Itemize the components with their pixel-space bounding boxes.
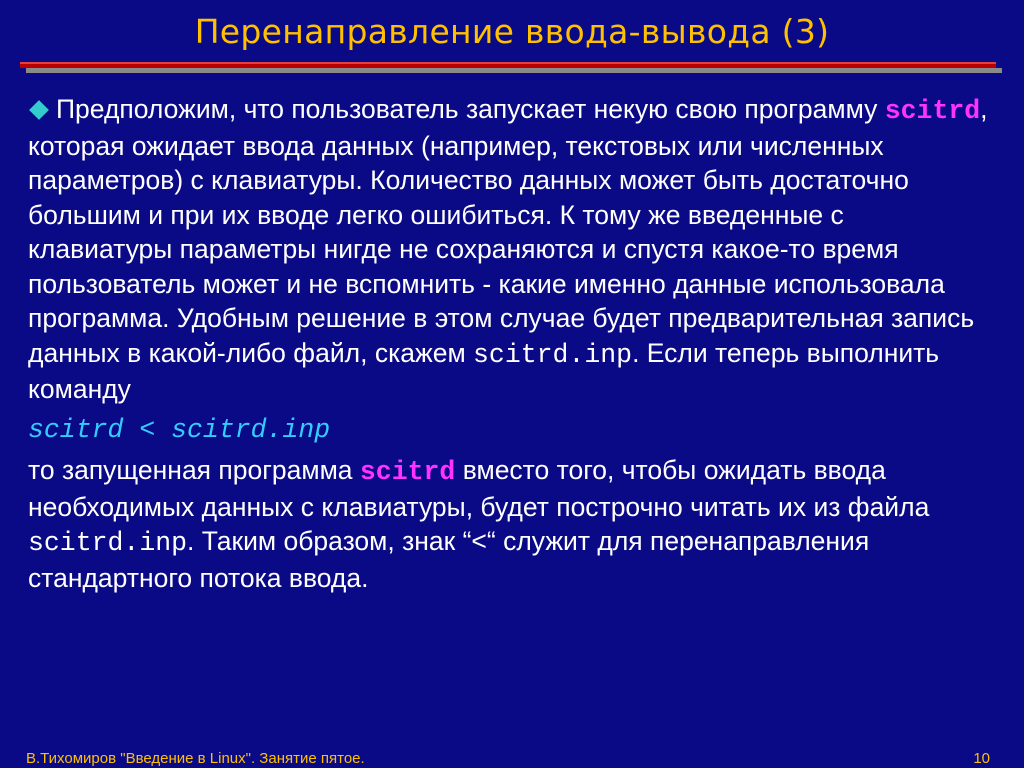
paragraph-intro-text-c: . Если теперь выполнить команду	[28, 337, 940, 404]
footer-page-number: 10	[973, 750, 990, 767]
paragraph-intro-text-b: , которая ожидает ввода данных (например, текстовых или численных параметров) с клавиатуры. Количество данных может быть достаточно большим и при их вводе легко ошибиться. К тому же введенные с клавиатуры параметры нигде не сохраняются и спустя какое-то время пользователь может и не вспомнить - какие именно данные использовала программа. Удобным решение в этом случае будет предварительная запись данных в какой-либо файл, скажем	[28, 94, 988, 368]
divider-highlight	[20, 62, 996, 64]
program-name-highlight: scitrd	[884, 96, 981, 126]
slide-content	[28, 92, 988, 595]
paragraph-result	[28, 453, 988, 595]
paragraph-intro	[28, 92, 988, 407]
diamond-bullet-icon	[29, 100, 49, 120]
footer-author: В.Тихомиров "Введение в Linux". Занятие пятое.	[26, 750, 365, 767]
paragraph-intro-text-a: Предположим, что пользователь запускает некую свою программу	[56, 94, 885, 124]
paragraph-result-text-a: то запущенная программа	[28, 455, 360, 485]
command-line: scitrd < scitrd.inp	[28, 414, 331, 445]
program-name-highlight-2: scitrd	[359, 457, 456, 487]
file-name-2: scitrd.inp	[28, 528, 188, 558]
divider-shadow	[26, 68, 1002, 73]
paragraph-result-text-c: . Таким образом, знак “<“ служит для перенаправления стандартного потока ввода.	[28, 526, 870, 593]
paragraph-result-text-b: вместо того, чтобы ожидать ввода необходимых данных с клавиатуры, будет построчно читать их из файла	[28, 455, 930, 522]
title-divider	[20, 62, 1002, 76]
slide-title: Перенаправление ввода-вывода (3)	[194, 12, 830, 51]
file-name: scitrd.inp	[473, 339, 633, 370]
